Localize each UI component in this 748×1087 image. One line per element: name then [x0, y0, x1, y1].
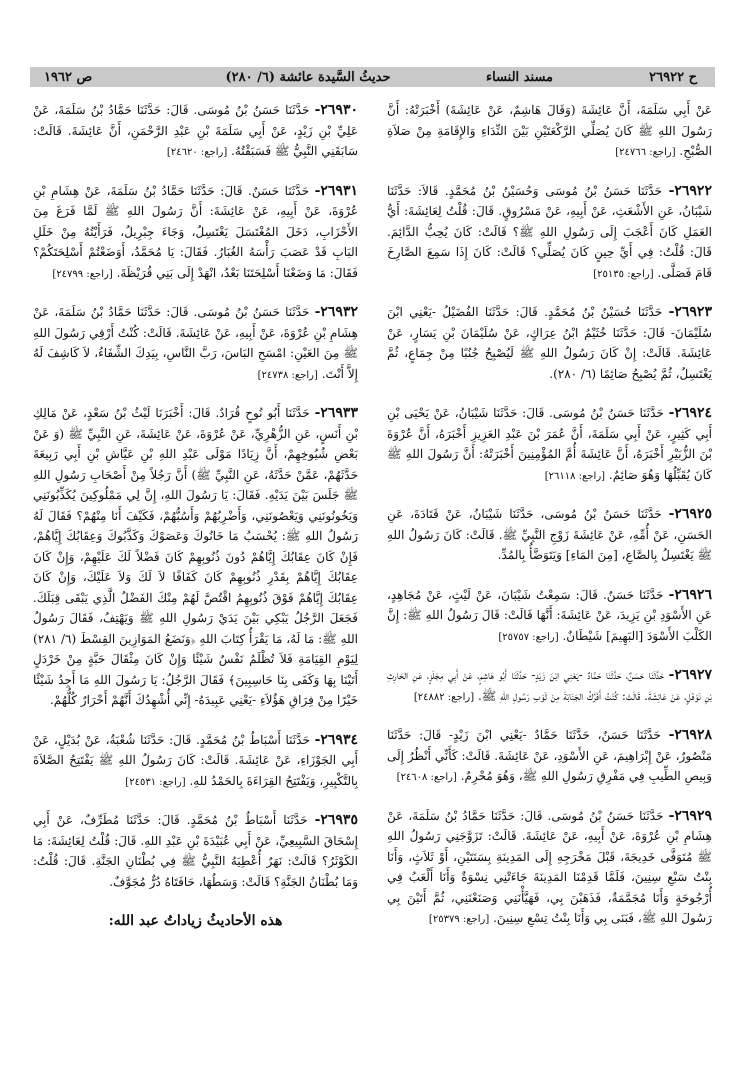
hadith-entry: ٢٦٩٢٧- حَدَّثَنَا حَسَنٌ، حَدَّثَنَا حَمَّادٌ -يَعْنِي ابْنَ زَيْدٍ- حَدَّثَنَا أَبُو هَاشِمٍ، عَنْ أَبِي مِجْلَزٍ، عَنِ الحَارِثِ بْنِ نَوْفَلٍ، عَنْ عَائِشَةَ. قَالَتْ: كُنْتُ أَفْرُكُ الجَنَابَةَ مِنْ ثَوْبِ رَسُولِ اللهِ ﷺ. [راجع: ٢٤٨٨٢] — [387, 667, 712, 703]
hadith-entry: ٢٦٩٢٣- حَدَّثَنَا حُسَيْنُ بْنُ مُحَمَّدٍ. قَالَ: حَدَّثَنَا الفُضَيْلُ -يَعْنِي ابْنَ سُلَيْمَانَ- قَالَ: حَدَّثَنَا خُثَيْمُ ابْنُ عِرَاكٍ، عَنْ سُلَيْمَانَ بْنِ يَسَارٍ، عَنْ عَائِشَةَ. قَالَتْ: إِنْ كَانَ رَسُولُ اللهِ ﷺ لَيُصْبِحُ جُنُبًا مِنْ جِمَاعٍ، ثُمَّ يَغْتَسِلُ، ثُمَّ يُصْبِحُ صَائِمًا (٦/ ٢٨٠). — [387, 304, 712, 381]
hadith-entry: ٢٦٩٣١- حَدَّثَنَا حَسَنٌ. قَالَ: حَدَّثَنَا حَمَّادُ بْنُ سَلَمَةَ، عَنْ هِشَامِ بْنِ عُرْوَةَ، عَنْ أَبِيهِ، عَنْ عَائِشَةَ: أَنَّ رَسُولَ اللهِ ﷺ لَمَّا فَرَغَ مِنَ الأَحْزَابِ، دَخَلَ المُغْتَسَلَ يَغْتَسِلُ، وَجَاءَ جِبْرِيلُ، فَرَأَيْتُهُ مِنْ خَلَلِ البَابِ قَدْ عَصَبَ رَأْسَهُ الغُبَارُ. فَقَالَ: يَا مُحَمَّدُ، أَوَضَعْتُمْ أَسْلِحَتَكُمْ؟ فَقَالَ: مَا وَضَعْنَا أَسْلِحَتَنَا بَعْدُ، انْهَدْ إِلَى بَنِي قُرَيْظَةَ. [راجع: ٢٤٧٩٩] — [33, 182, 358, 280]
running-header — [30, 67, 715, 87]
hadith-entry: ٢٦٩٣٠- حَدَّثَنَا حَسَنُ بْنُ مُوسَى. قَالَ: حَدَّثَنَا حَمَّادُ بْنُ سَلَمَةَ، عَنْ عَلِيِّ بْنِ زَيْدٍ، عَنْ أَبِي سَلَمَةَ بْنِ عَبْدِ الرَّحْمَنِ، أَنَّ عَائِشَةَ. قَالَتْ: سَابَقَنِي النَّبِيُّ ﷺ فَسَبَقْتُهُ. [راجع: ٢٤٦٢٠] — [33, 102, 358, 158]
section-title: حديثُ السَّيدة عائشة (٦/ ٢٨٠) — [225, 69, 391, 85]
hadith-range: ح ٢٦٩٢٢ — [649, 69, 697, 85]
hadith-entry: ٢٦٩٣٣- حَدَّثَنَا أَبُو نُوحٍ قُرَادٌ. قَالَ: أَخْبَرَنَا لَيْثُ بْنُ سَعْدٍ، عَنْ مَالِكِ بْنِ أَنَسٍ، عَنِ الزُّهْرِيِّ، عَنْ عُرْوَةَ، عَنْ عَائِشَةَ، عَنِ النَّبِيِّ ﷺ (وَ عَنْ بَعْضِ شُيُوخِهِمْ، أَنَّ زِيَادًا مَوْلَى عَبْدِ اللهِ بْنِ عَيَّاشِ بْنِ أَبِي رَبِيعَةَ حَدَّثَهُمْ، عَمَّنْ حَدَّثَهُ، عَنِ النَّبِيِّ ﷺ) أَنَّ رَجُلاً مِنْ أَصْحَابِ رَسُولِ اللهِ ﷺ جَلَسَ بَيْنَ يَدَيْهِ. فَقَالَ: يَا رَسُولَ اللهِ، إِنَّ لِي مَمْلُوكِينَ يُكَذِّبُونَنِي وَيَخُونُونَنِي وَيَعْصُونَنِي، وَأَضْرِبُهُمْ وَأَسُبُّهُمْ، فَكَيْفَ أَنَا مِنْهُمْ؟ فَقَالَ لَهُ رَسُولُ اللهِ ﷺ: يُحْسَبُ مَا خَانُوكَ وَعَصَوْكَ وَكَذَّبُوكَ وَعِقَابُكَ إِيَّاهُمْ، فَإِنْ كَانَ عِقَابُكَ إِيَّاهُمْ دُونَ ذُنُوبِهِمْ كَانَ فَضْلاً لَكَ عَلَيْهِمْ، وَإِنْ كَانَ عِقَابُكَ إِيَّاهُمْ بِقَدْرِ ذُنُوبِهِمْ كَانَ كَفَافًا لاَ لَكَ وَلاَ عَلَيْكَ، وَإِنْ كَانَ عِقَابُكَ إِيَّاهُمْ فَوْقَ ذُنُوبِهِمُ اقْتُصَّ لَهُمْ مِنْكَ الفَضْلُ الَّذِي يَبْقَى قِبَلَكَ. فَجَعَلَ الرَّجُلُ يَبْكِي بَيْنَ يَدَيْ رَسُولِ اللهِ ﷺ وَيَهْتِفُ، فَقَالَ رَسُولُ اللهِ ﷺ: مَا لَهُ، مَا يَقْرَأُ كِتَابَ اللهِ ﴿وَنَضَعُ المَوَازِينَ القِسْطَ (٦/ ٢٨١) لِيَوْمِ القِيَامَةِ فَلاَ تُظْلَمُ نَفْسٌ شَيْئًا وَإِنْ كَانَ مِثْقَالَ حَبَّةٍ مِنْ خَرْدَلٍ أَتَيْنَا بِهَا وَكَفَى بِنَا حَاسِبِينَ﴾ فَقَالَ الرَّجُلُ: يَا رَسُولَ اللهِ مَا أَجِدُ شَيْئًا خَيْرًا مِنْ فِرَاقِ هَؤُلاَءِ -يَعْنِي عَبِيدَهُ- إِنِّي أُشْهِدُكَ أَنَّهُمْ أَحْرَارٌ كُلُّهُمْ. — [33, 405, 358, 707]
hadith-entry: ٢٦٩٣٥- حَدَّثَنَا أَسْبَاطُ بْنُ مُحَمَّدٍ. قَالَ: حَدَّثَنَا مُطَرِّفٌ، عَنْ أَبِي إِسْحَاقَ السَّبِيعِيِّ، عَنْ أَبِي عُبَيْدَةَ بْنِ عَبْدِ اللهِ. قَالَ: قُلْتُ لِعَائِشَةَ: مَا الكَوْثَرُ؟ قَالَتْ: نَهَرٌ أُعْطِيَهُ النَّبِيُّ ﷺ فِي بُطْنَانِ الجَنَّةِ. قَالَ: قُلْتُ: وَمَا بُطْنَانُ الجَنَّةِ؟ قَالَتْ: وَسَطُهَا، حَافَتَاهُ دُرٌّ مُجَوَّفٌ. — [33, 812, 358, 889]
hadith-entry: ٢٦٩٢٢- حَدَّثَنَا حَسَنُ بْنُ مُوسَى وَحُسَيْنُ بْنُ مُحَمَّدٍ. قَالاَ: حَدَّثَنَا شَيْبَانُ، عَنِ الأَشْعَثِ، عَنْ أَبِيهِ، عَنْ مَسْرُوقٍ. قَالَ: قُلْتُ لِعَائِشَةَ: أَيُّ العَمَلِ كَانَ أَعْجَبَ إِلَى رَسُولِ اللهِ ﷺ؟ قَالَتْ: كَانَ يُحِبُّ الدَّائِمَ. قَالَ: قُلْتُ: فِي أَيِّ حِينٍ كَانَ يُصَلِّي؟ قَالَتْ: كَانَ إِذَا سَمِعَ الصَّارِخَ قَامَ فَصَلَّى. [راجع: ٢٥١٣٥] — [387, 182, 712, 280]
musnad-title: مسند النساء — [486, 69, 553, 85]
hadith-entry: ٢٦٩٢٤- حَدَّثَنَا حَسَنُ بْنُ مُوسَى. قَالَ: حَدَّثَنَا شَيْبَانُ، عَنْ يَحْيَى بْنِ أَبِي كَثِيرٍ، عَنْ أَبِي سَلَمَةَ، أَنَّ عُمَرَ بْنَ عَبْدِ العَزِيزِ أَخْبَرَهُ، أَنَّ عُرْوَةَ بْنَ الزُّبَيْرِ أَخْبَرَهُ، أَنَّ عَائِشَةَ أُمَّ المُؤْمِنِينَ أَخْبَرَتْهُ: أَنَّ رَسُولَ اللهِ ﷺ كَانَ يُقَبِّلُهَا وَهُوَ صَائِمٌ. [راجع: ٢٦١١٨] — [387, 405, 712, 482]
left-column — [33, 100, 358, 946]
hadith-entry: ٢٦٩٢٥- حَدَّثَنَا حَسَنُ بْنُ مُوسَى، حَدَّثَنَا شَيْبَانُ، عَنْ قَتَادَةَ، عَنِ الحَسَنِ، عَنْ أُمِّهِ، عَنْ عَائِشَةَ زَوْجِ النَّبِيِّ ﷺ. قَالَتْ: كَانَ رَسُولُ اللهِ ﷺ يَغْتَسِلُ بِالصَّاعِ، [مِنَ المَاءِ] وَيَتَوَضَّأُ بِالمُدِّ. — [387, 506, 712, 562]
hadith-entry: ٢٦٩٣٤- حَدَّثَنَا أَسْبَاطُ بْنُ مُحَمَّدٍ. قَالَ: حَدَّثَنَا شُعْبَةُ، عَنْ بُدَيْلٍ، عَنْ أَبِي الجَوْزَاءِ، عَنْ عَائِشَةَ. قَالَتْ: كَانَ رَسُولُ اللهِ ﷺ يَفْتَتِحُ الصَّلاَةَ بِالتَّكْبِيرِ، وَيَفْتَتِحُ القِرَاءَةَ بِالحَمْدُ للهِ. [راجع: ٢٤٥٣١] — [33, 731, 358, 788]
page-number: ص ١٩٦٢ — [44, 69, 93, 85]
hadith-entry: ٢٦٩٣٢- حَدَّثَنَا حَسَنُ بْنُ مُوسَى. قَالَ: حَدَّثَنَا حَمَّادُ بْنُ سَلَمَةَ، عَنْ هِشَامِ بْنِ عُرْوَةَ، عَنْ أَبِيهِ، عَنْ عَائِشَةَ. قَالَتْ: كُنْتُ أَرْقِي رَسُولَ اللهِ ﷺ مِنَ العَيْنِ: امْسَحِ البَاسَ، رَبَّ النَّاسِ، بِيَدِكَ الشِّفَاءُ، لاَ كَاشِفَ لَهُ إِلاَّ أَنْتَ. [راجع: ٢٤٧٣٨] — [33, 304, 358, 381]
hadith-entry: ٢٦٩٢٩- حَدَّثَنَا حَسَنُ بْنُ مُوسَى. قَالَ: حَدَّثَنَا حَمَّادُ بْنُ سَلَمَةَ، عَنْ هِشَامِ بْنِ عُرْوَةَ، عَنْ أَبِيهِ، عَنْ عَائِشَةَ. قَالَتْ: تَزَوَّجَنِي رَسُولُ اللهِ ﷺ مُتَوَفَّى خَدِيجَةَ، قَبْلَ مَخْرَجِهِ إِلَى المَدِينَةِ بِسَنَتَيْنِ، أَوْ ثَلاَثٍ، وَأَنَا بِنْتُ سَبْعِ سِنِينَ، فَلَمَّا قَدِمْنَا المَدِينَةَ جَاءَتْنِي نِسْوَةٌ وَأَنَا أَلْعَبُ فِي أُرْجُوحَةٍ وَأَنَا مُجَمَّمَةٌ، فَذَهَبْنَ بِي، فَهَيَّأْنَنِي وَصَنَعْنَنِي، ثُمَّ أَتَيْنَ بِي رَسُولَ اللهِ ﷺ، فَبَنَى بِي وَأَنَا بِنْتُ تِسْعِ سِنِينَ. [راجع: ٢٥٣٧٩] — [387, 807, 712, 925]
hadith-entry: ٢٦٩٢٦- حَدَّثَنَا حَسَنٌ. قَالَ: سَمِعْتُ شَيْبَانَ، عَنْ لَيْثٍ، عَنْ مُجَاهِدٍ، عَنِ الأَسْوَدِ بْنِ يَزِيدَ، عَنْ عَائِشَةَ: أَنَّهَا قَالَتْ: قَالَ رَسُولُ اللهِ ﷺ: إِنَّ الكَلْبَ الأَسْوَدَ [البَهِيمَ] شَيْطَانٌ. [راجع: ٢٥٧٥٧] — [387, 586, 712, 643]
footer-note: هذه الأحاديثُ زياداتُ عبد الله: — [108, 913, 283, 929]
right-column — [387, 100, 712, 948]
hadith-entry: ٢٦٩٢٨- حَدَّثَنَا حَسَنٌ، حَدَّثَنَا حَمَّادٌ -يَعْنِي ابْنَ زَيْدٍ- قَالَ: حَدَّثَنَا مَنْصُورٌ، عَنْ إِبْرَاهِيمَ، عَنِ الأَسْوَدِ، عَنْ عَائِشَةَ. قَالَتْ: كَأَنِّي أَنْظُرُ إِلَى وَبِيصِ الطِّيبِ فِي مَفْرِقِ رَسُولِ اللهِ ﷺ، وَهُوَ مُحْرِمٌ. [راجع: ٢٤٦٠٨] — [387, 727, 712, 783]
hadith-entry: عَنْ أَبِي سَلَمَةَ، أَنَّ عَائِشَةَ (وَقَالَ هَاشِمٌ، عَنْ عَائِشَةَ) أَخْبَرَتْهُ: أَنَّ رَسُولَ اللهِ ﷺ كَانَ يُصَلِّي الرَّكْعَتَيْنِ بَيْنَ النِّدَاءِ وَالإِقَامَةِ مِنْ صَلاَةِ الصُّبْحِ. [راجع: ٢٤٧٦٦] — [387, 103, 712, 158]
